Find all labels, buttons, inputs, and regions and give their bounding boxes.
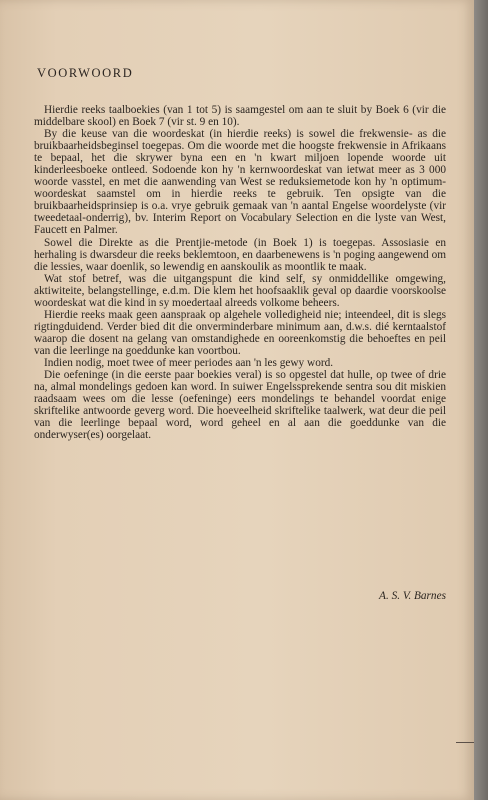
author-signature: A. S. V. Barnes: [379, 590, 446, 602]
paragraph-4: Wat stof betref, was die uitgangspunt die kind self, sy onmiddellike omgewing, aktiwiteite, belangstellinge, e.d.m. Die klem het hoofsaaklik geval op daardie voorskoolse woordeskat wat die kind in sy moedertaal alreeds volkome beheers.: [34, 272, 446, 309]
paragraph-7: Die oefeninge (in die eerste paar boekies veral) is so opgestel dat hulle, op twee of drie na, almal mondelings gedoen kan word. In suiwer Engelssprekende sentra sou dit miskien raadsaam wees om die lesse (oefeninge) eers mondelings te behandel voordat enige skriftelike antwoorde geverg word. Die hoeveelheid skriftelike taalwerk, wat deur die peil van die leerlinge bepaal word, word geheel en al aan die goeddunke van die onderwyser(es) oorgelaat.: [34, 369, 446, 442]
page-heading: VOORWOORD: [37, 66, 134, 80]
paragraph-3: Sowel die Direkte as die Prentjie-metode (in Boek 1) is toegepas. Assosiasie en herhaling is dwarsdeur die reeks beklemtoon, en daarbenewens is 'n poging aangewend om die lessies, waar doenlik, so lewendig en aanskoulik as moontlik te maak.: [34, 236, 446, 273]
page-edge-shadow: [474, 0, 488, 800]
paragraph-5: Hierdie reeks maak geen aanspraak op algehele volledigheid nie; inteendeel, dit is slegs rigtingduidend. Verder bied dit die onverminderbare minimum aan, d.w.s. dié kerntaalstof waarop die dosent na gelang van omstandighede en ooreenkomstig die behoeftes en peil van die leerlinge na goeddunke kan voortbou.: [34, 308, 446, 357]
paragraph-6: Indien nodig, moet twee of meer periodes aan 'n les gewy word.: [44, 356, 334, 369]
foreword-body: [34, 104, 446, 441]
edge-mark: [456, 742, 474, 743]
paragraph-2: By die keuse van die woordeskat (in hierdie reeks) is sowel die frekwensie- as die bruikbaarheidsbeginsel toegepas. Om die woorde met die hoogste frekwensie in Afrikaans te bepaal, het die skrywer byna een en 'n kwart miljoen lopende woorde uit kinderleesboeke ontleed. Sodoende kon hy 'n kernwoordeskat van ietwat meer as 3 000 woorde vasstel, en met die aanwending van West se reduksiemetode kon hy 'n optimum-woordeskat saamstel om in hierdie reeks te gebruik. Ten opsigte van die bruikbaarheidsprinsiep is o.a. vrye gebruik gemaak van 'n aantal Engelse woordelyste (vir tweedetaal-onderrig), bv. Interim Report on Vocabulary Selection en die lyste van West, Faucett en Palmer.: [34, 128, 446, 237]
paragraph-1: Hierdie reeks taalboekies (van 1 tot 5) is saamgestel om aan te sluit by Boek 6 (vir die middelbare skool) en Boek 7 (vir st. 9 en 10).: [34, 104, 446, 129]
